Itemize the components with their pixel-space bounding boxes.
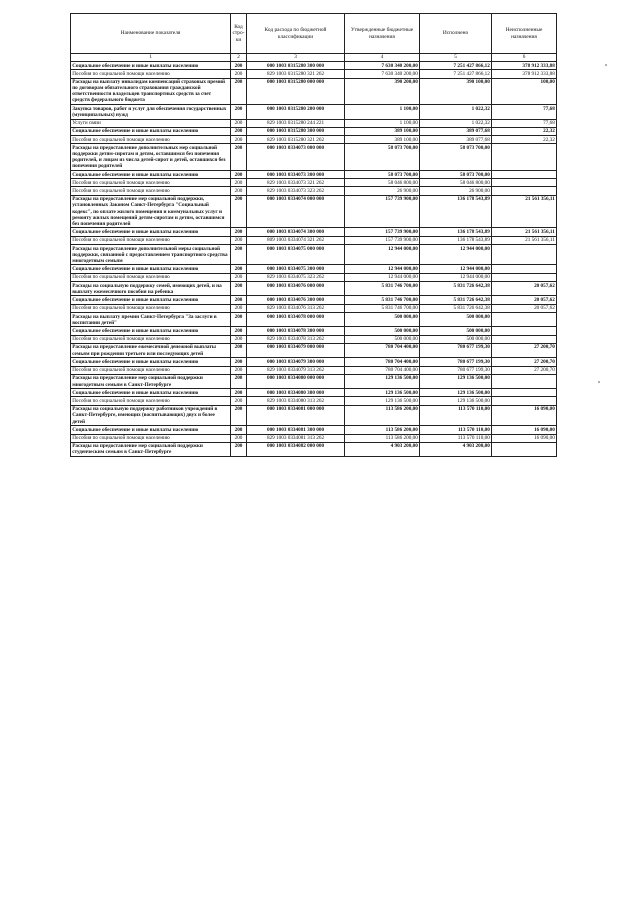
row-line-code-cell: 200 (231, 136, 247, 144)
row-name-cell: Пособия по социальной помощи населению (71, 366, 231, 374)
row-name-cell: Пособия по социальной помощи населению (71, 236, 231, 244)
row-line-code-cell: 200 (231, 327, 247, 335)
row-approved-cell: 780 704 400,00 (345, 366, 420, 374)
table-row (71, 136, 557, 144)
row-unexecuted-cell (492, 335, 557, 343)
row-executed-cell: 780 677 199,30 (420, 343, 492, 357)
row-approved-cell: 500 000,00 (345, 335, 420, 343)
row-line-code-cell: 200 (231, 343, 247, 357)
row-name-cell: Пособия по социальной помощи населению (71, 335, 231, 343)
table-row (71, 366, 557, 374)
table-row (71, 434, 557, 442)
row-executed-cell: 500 000,00 (420, 335, 492, 343)
row-unexecuted-cell: 21 561 356,11 (492, 236, 557, 244)
row-approved-cell: 12 944 000,00 (345, 244, 420, 264)
table-row (71, 244, 557, 264)
row-approved-cell: 157 739 900,00 (345, 228, 420, 236)
row-budget-code-cell: 829 1003 0334081 313 262 (247, 434, 345, 442)
row-name-cell: Социальное обеспечение и иные выплаты населению (71, 62, 231, 70)
row-line-code-cell: 200 (231, 70, 247, 78)
row-name-cell: Услуги связи (71, 119, 231, 127)
row-executed-cell: 113 570 110,00 (420, 426, 492, 434)
row-budget-code-cell: 000 1003 0334079 300 000 (247, 358, 345, 366)
row-approved-cell: 390 200,00 (345, 78, 420, 105)
row-name-cell: Пособия по социальной помощи населению (71, 70, 231, 78)
row-line-code-cell: 200 (231, 335, 247, 343)
row-unexecuted-cell: 27 200,70 (492, 366, 557, 374)
row-executed-cell: 12 944 000,00 (420, 265, 492, 273)
column-number-row (71, 54, 557, 62)
row-name-cell: Пособия по социальной помощи населению (71, 187, 231, 195)
row-unexecuted-cell: 21 561 356,11 (492, 195, 557, 228)
row-line-code-cell: 200 (231, 228, 247, 236)
row-budget-code-cell: 000 1003 0334073 000 000 (247, 144, 345, 171)
table-header-row (71, 14, 557, 54)
row-name-cell: Социальное обеспечение и иные выплаты населению (71, 358, 231, 366)
row-approved-cell: 780 704 400,00 (345, 343, 420, 357)
row-executed-cell: 389 077,68 (420, 127, 492, 135)
row-budget-code-cell: 829 1003 0334073 321 262 (247, 179, 345, 187)
row-unexecuted-cell: 20 057,62 (492, 282, 557, 296)
row-name-cell: Расходы на предоставление мер социальной поддержки студенческим семьям в Санкт-Петербурге (71, 442, 231, 456)
row-name-cell: Социальное обеспечение и иные выплаты населению (71, 265, 231, 273)
row-name-cell: Пособия по социальной помощи населению (71, 273, 231, 281)
table-row (71, 397, 557, 405)
row-name-cell: Расходы на выплату инвалидам компенсаций страховых премий по договорам обязательного страхования гражданской ответственности владельцев транспортных средств за счет средств федерального бюджета (71, 78, 231, 105)
table-row (71, 187, 557, 195)
row-unexecuted-cell: 21 561 356,11 (492, 228, 557, 236)
column-number: 6 (492, 54, 557, 62)
row-name-cell: Пособия по социальной помощи населению (71, 179, 231, 187)
header-name: Наименование показателя (71, 14, 231, 54)
row-unexecuted-cell (492, 265, 557, 273)
row-budget-code-cell: 000 1003 0334075 300 000 (247, 265, 345, 273)
row-budget-code-cell: 000 1003 0315280 300 000 (247, 62, 345, 70)
row-executed-cell: 5 831 726 642,38 (420, 296, 492, 304)
row-unexecuted-cell (492, 170, 557, 178)
row-line-code-cell: 200 (231, 434, 247, 442)
row-unexecuted-cell: 16 090,00 (492, 426, 557, 434)
row-executed-cell: 129 136 500,00 (420, 397, 492, 405)
table-row (71, 195, 557, 228)
row-unexecuted-cell: 16 090,00 (492, 405, 557, 425)
row-unexecuted-cell: 77,68 (492, 119, 557, 127)
row-executed-cell: 1 022,32 (420, 119, 492, 127)
row-line-code-cell: 200 (231, 265, 247, 273)
column-number: 4 (345, 54, 420, 62)
table-row (71, 358, 557, 366)
table-row (71, 304, 557, 312)
row-executed-cell: 113 570 110,00 (420, 405, 492, 425)
row-unexecuted-cell (492, 244, 557, 264)
table-row (71, 119, 557, 127)
row-line-code-cell: 200 (231, 358, 247, 366)
table-row (71, 273, 557, 281)
row-budget-code-cell: 000 1003 0315280 000 000 (247, 78, 345, 105)
table-row (71, 62, 557, 70)
row-approved-cell: 5 831 746 700,00 (345, 296, 420, 304)
row-approved-cell: 7 630 340 200,00 (345, 70, 420, 78)
row-unexecuted-cell: 378 912 333,88 (492, 62, 557, 70)
row-name-cell: Расходы на предоставление мер социальной поддержки многодетным семьям в Санкт-Петербурге (71, 374, 231, 388)
row-line-code-cell: 200 (231, 296, 247, 304)
row-executed-cell: 58 073 700,00 (420, 170, 492, 178)
row-approved-cell: 1 100,00 (345, 105, 420, 119)
table-row (71, 144, 557, 171)
row-unexecuted-cell (492, 374, 557, 388)
row-approved-cell: 4 903 200,00 (345, 442, 420, 456)
row-executed-cell: 780 677 199,30 (420, 358, 492, 366)
row-approved-cell: 26 900,00 (345, 187, 420, 195)
row-unexecuted-cell: 100,00 (492, 78, 557, 105)
row-approved-cell: 113 586 200,00 (345, 426, 420, 434)
row-name-cell: Социальное обеспечение и иные выплаты населению (71, 327, 231, 335)
row-line-code-cell: 200 (231, 179, 247, 187)
table-row (71, 282, 557, 296)
row-name-cell: Социальное обеспечение и иные выплаты населению (71, 170, 231, 178)
row-executed-cell: 500 000,00 (420, 327, 492, 335)
row-budget-code-cell: 000 1003 0334074 300 000 (247, 228, 345, 236)
row-budget-code-cell: 000 1003 0334076 000 000 (247, 282, 345, 296)
row-line-code-cell: 200 (231, 144, 247, 171)
row-unexecuted-cell (492, 442, 557, 456)
row-approved-cell: 1 100,00 (345, 119, 420, 127)
row-budget-code-cell: 000 1003 0334081 000 000 (247, 405, 345, 425)
row-line-code-cell: 200 (231, 127, 247, 135)
row-approved-cell: 780 704 400,00 (345, 358, 420, 366)
row-approved-cell: 389 100,00 (345, 127, 420, 135)
row-unexecuted-cell (492, 389, 557, 397)
row-name-cell: Расходы на предоставление дополнительных мер социальной поддержки детям-сиротам и детям, оставшимся без попечения родителей, и лицам из числа детей-сирот и детей, оставшихся без попечения родителей (71, 144, 231, 171)
row-executed-cell: 5 831 726 642,38 (420, 282, 492, 296)
row-approved-cell: 12 944 000,00 (345, 265, 420, 273)
row-name-cell: Пособия по социальной помощи населению (71, 434, 231, 442)
header-line-code: Код стро-ки (231, 14, 247, 54)
row-name-cell: Пособия по социальной помощи населению (71, 397, 231, 405)
row-approved-cell: 58 073 700,00 (345, 170, 420, 178)
row-executed-cell: 129 136 500,00 (420, 374, 492, 388)
row-unexecuted-cell (492, 312, 557, 326)
row-line-code-cell: 200 (231, 366, 247, 374)
row-executed-cell: 58 046 800,00 (420, 179, 492, 187)
row-executed-cell: 7 251 427 866,12 (420, 70, 492, 78)
row-name-cell: Расходы на социальную поддержку семей, имеющих детей, и на выплату ежемесячного пособия на ребенка (71, 282, 231, 296)
table-row (71, 389, 557, 397)
row-name-cell: Расходы на предоставление мер социальной поддержки, установленных Законом Санкт-Петербурга "Социальный кодекс", по оплате жилого помещения и коммунальных услуг и ремонту жилых помещений детям-сиротам и детям, оставшимся без попечения родителей (71, 195, 231, 228)
row-line-code-cell: 200 (231, 312, 247, 326)
row-approved-cell: 58 046 800,00 (345, 179, 420, 187)
row-approved-cell: 129 136 500,00 (345, 374, 420, 388)
table-row (71, 296, 557, 304)
row-executed-cell: 1 022,32 (420, 105, 492, 119)
row-line-code-cell: 200 (231, 119, 247, 127)
row-budget-code-cell: 000 1003 0334081 300 000 (247, 426, 345, 434)
row-name-cell: Социальное обеспечение и иные выплаты населению (71, 228, 231, 236)
table-row (71, 179, 557, 187)
row-approved-cell: 113 586 200,00 (345, 405, 420, 425)
row-unexecuted-cell: 22,32 (492, 136, 557, 144)
row-executed-cell: 136 178 543,89 (420, 236, 492, 244)
row-name-cell: Расходы на предоставление дополнительной меры социальной поддержки, связанной с предоставлением транспортного средства многодетным семьям (71, 244, 231, 264)
table-row (71, 228, 557, 236)
row-budget-code-cell: 829 1003 0334079 313 262 (247, 366, 345, 374)
row-budget-code-cell: 000 1003 0315280 300 000 (247, 127, 345, 135)
row-approved-cell: 12 944 000,00 (345, 273, 420, 281)
header-unexecuted: Неисполненные назначения (492, 14, 557, 54)
row-approved-cell: 389 100,00 (345, 136, 420, 144)
row-budget-code-cell: 829 1003 0315280 321 262 (247, 70, 345, 78)
row-name-cell: Расходы на социальную поддержку работников учреждений в Санкт-Петербурге, имеющих (воспитывающих) двух и более детей (71, 405, 231, 425)
row-name-cell: Пособия по социальной помощи населению (71, 304, 231, 312)
row-line-code-cell: 200 (231, 62, 247, 70)
row-budget-code-cell: 829 1003 0334073 323 262 (247, 187, 345, 195)
row-approved-cell: 500 000,00 (345, 327, 420, 335)
header-approved: Утвержденные бюджетные назначения (345, 14, 420, 54)
row-executed-cell: 12 944 000,00 (420, 244, 492, 264)
table-row (71, 127, 557, 135)
row-budget-code-cell: 000 1003 0315280 200 000 (247, 105, 345, 119)
table-row (71, 170, 557, 178)
table-row (71, 426, 557, 434)
table-row (71, 236, 557, 244)
table-body (71, 62, 557, 457)
row-budget-code-cell: 809 1003 0334074 321 262 (247, 236, 345, 244)
row-approved-cell: 129 136 500,00 (345, 397, 420, 405)
table-row (71, 105, 557, 119)
row-budget-code-cell: 829 1003 0334075 323 262 (247, 273, 345, 281)
row-executed-cell: 7 251 427 866,12 (420, 62, 492, 70)
row-unexecuted-cell (492, 397, 557, 405)
row-executed-cell: 58 073 700,00 (420, 144, 492, 171)
row-line-code-cell: 200 (231, 170, 247, 178)
scan-speck (605, 64, 607, 66)
row-unexecuted-cell: 20 057,62 (492, 304, 557, 312)
scan-speck (598, 381, 600, 383)
row-unexecuted-cell (492, 179, 557, 187)
row-unexecuted-cell: 22,32 (492, 127, 557, 135)
header-executed: Исполнено (420, 14, 492, 54)
row-name-cell: Социальное обеспечение и иные выплаты населению (71, 389, 231, 397)
row-line-code-cell: 200 (231, 78, 247, 105)
row-executed-cell: 780 677 199,30 (420, 366, 492, 374)
row-approved-cell: 5 831 746 700,00 (345, 282, 420, 296)
row-unexecuted-cell: 16 090,00 (492, 434, 557, 442)
row-line-code-cell: 200 (231, 397, 247, 405)
row-executed-cell: 389 077,68 (420, 136, 492, 144)
row-approved-cell: 157 739 900,00 (345, 195, 420, 228)
row-name-cell: Расходы на выплату премии Санкт-Петербурга "За заслуги в воспитании детей" (71, 312, 231, 326)
row-line-code-cell: 200 (231, 442, 247, 456)
column-number: 2 (231, 54, 247, 62)
table-row (71, 335, 557, 343)
row-budget-code-cell: 000 1003 0334080 000 000 (247, 374, 345, 388)
row-unexecuted-cell: 27 200,70 (492, 358, 557, 366)
row-executed-cell: 26 900,00 (420, 187, 492, 195)
row-unexecuted-cell (492, 327, 557, 335)
table-row (71, 70, 557, 78)
row-budget-code-cell: 829 1003 0334076 313 262 (247, 304, 345, 312)
row-executed-cell: 12 944 000,00 (420, 273, 492, 281)
row-line-code-cell: 200 (231, 389, 247, 397)
row-approved-cell: 58 073 700,00 (345, 144, 420, 171)
row-name-cell: Пособия по социальной помощи населению (71, 136, 231, 144)
table-row (71, 442, 557, 456)
row-unexecuted-cell (492, 187, 557, 195)
row-unexecuted-cell (492, 273, 557, 281)
column-number: 1 (71, 54, 231, 62)
row-line-code-cell: 200 (231, 304, 247, 312)
row-approved-cell: 129 136 500,00 (345, 389, 420, 397)
column-number: 5 (420, 54, 492, 62)
row-approved-cell: 5 831 746 700,00 (345, 304, 420, 312)
row-executed-cell: 390 100,00 (420, 78, 492, 105)
row-budget-code-cell: 000 1003 0334078 000 000 (247, 312, 345, 326)
row-line-code-cell: 200 (231, 195, 247, 228)
row-line-code-cell: 200 (231, 282, 247, 296)
row-line-code-cell: 200 (231, 105, 247, 119)
row-budget-code-cell: 829 1003 0334080 313 262 (247, 397, 345, 405)
row-executed-cell: 5 831 726 642,38 (420, 304, 492, 312)
row-executed-cell: 4 903 200,00 (420, 442, 492, 456)
row-budget-code-cell: 000 1003 0334079 000 000 (247, 343, 345, 357)
row-budget-code-cell: 829 1003 0315280 244 221 (247, 119, 345, 127)
row-name-cell: Закупка товаров, работ и услуг для обеспечения государственных (муниципальных) нужд (71, 105, 231, 119)
row-budget-code-cell: 000 1003 0334075 000 000 (247, 244, 345, 264)
row-unexecuted-cell: 378 912 333,88 (492, 70, 557, 78)
table-row (71, 374, 557, 388)
row-name-cell: Социальное обеспечение и иные выплаты населению (71, 426, 231, 434)
row-executed-cell: 113 570 110,00 (420, 434, 492, 442)
row-budget-code-cell: 000 1003 0334074 000 000 (247, 195, 345, 228)
row-approved-cell: 7 630 340 200,00 (345, 62, 420, 70)
row-approved-cell: 500 000,00 (345, 312, 420, 326)
table-row (71, 265, 557, 273)
row-budget-code-cell: 829 1003 0334078 313 262 (247, 335, 345, 343)
row-line-code-cell: 200 (231, 374, 247, 388)
row-budget-code-cell: 000 1003 0334073 300 000 (247, 170, 345, 178)
column-number: 3 (247, 54, 345, 62)
row-line-code-cell: 200 (231, 426, 247, 434)
row-approved-cell: 157 739 900,00 (345, 236, 420, 244)
row-name-cell: Расходы на предоставление ежемесячной денежной выплаты семьям при рождении третьего или последующих детей (71, 343, 231, 357)
row-approved-cell: 113 586 200,00 (345, 434, 420, 442)
row-executed-cell: 136 178 543,89 (420, 228, 492, 236)
row-unexecuted-cell (492, 144, 557, 171)
row-line-code-cell: 200 (231, 236, 247, 244)
row-line-code-cell: 200 (231, 187, 247, 195)
table-row (71, 405, 557, 425)
row-budget-code-cell: 829 1003 0315280 321 262 (247, 136, 345, 144)
row-budget-code-cell: 000 1003 0334080 300 000 (247, 389, 345, 397)
row-budget-code-cell: 000 1003 0334078 300 000 (247, 327, 345, 335)
row-budget-code-cell: 000 1003 0334076 300 000 (247, 296, 345, 304)
row-line-code-cell: 200 (231, 405, 247, 425)
row-executed-cell: 500 000,00 (420, 312, 492, 326)
budget-execution-table (70, 13, 557, 457)
row-executed-cell: 136 178 543,89 (420, 195, 492, 228)
row-name-cell: Социальное обеспечение и иные выплаты населению (71, 296, 231, 304)
row-budget-code-cell: 000 1003 0334082 000 000 (247, 442, 345, 456)
row-executed-cell: 129 136 500,00 (420, 389, 492, 397)
table-row (71, 327, 557, 335)
row-line-code-cell: 200 (231, 244, 247, 264)
table-row (71, 343, 557, 357)
row-name-cell: Социальное обеспечение и иные выплаты населению (71, 127, 231, 135)
table-row (71, 312, 557, 326)
row-unexecuted-cell: 20 057,62 (492, 296, 557, 304)
row-line-code-cell: 200 (231, 273, 247, 281)
table-row (71, 78, 557, 105)
header-budget-code: Код расхода по бюджетной классификации (247, 14, 345, 54)
row-unexecuted-cell: 27 200,70 (492, 343, 557, 357)
row-unexecuted-cell: 77,68 (492, 105, 557, 119)
